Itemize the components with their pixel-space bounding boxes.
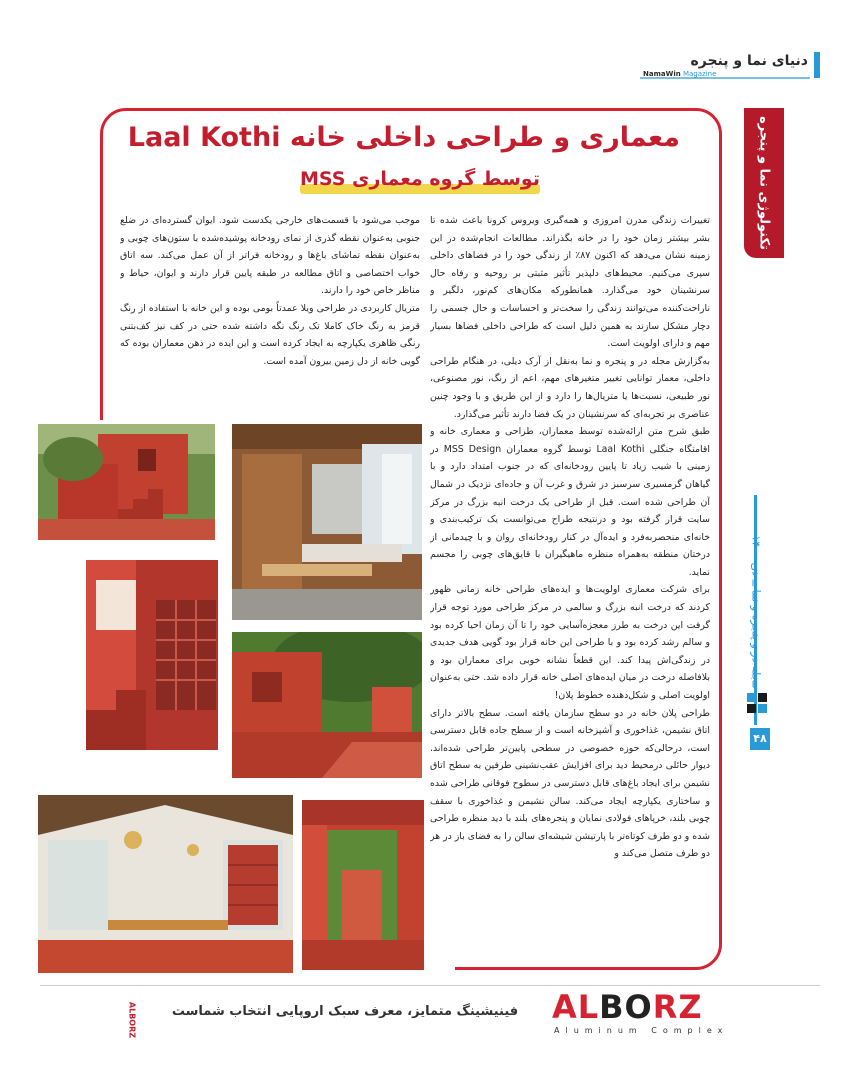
courtyard-doorway-photo [302, 800, 424, 970]
garden-terrace-photo [232, 632, 422, 778]
alborz-subtitle: Aluminum Complex [554, 1026, 729, 1035]
article-subtitle: توسط گروه معماری MSS [300, 168, 540, 190]
masthead-logo [640, 50, 820, 82]
paragraph: متریال کاربردی در طراحی ویلا عمدتاً بومی بوده و این خانه با استفاده از رنگ قرمز به رنگ خاک کاملا تک رنگ نگه داشته شده حتی در کف نیز کف‌بتنی رنگی ظاهری یکپارچه به ایجاد کرده است و این ایده در ذهن معماران بوده که گویی خانه از دل زمین بیرون آمده است. [120, 302, 420, 367]
exterior-stairs-photo [38, 424, 215, 540]
kitchen-photo [232, 424, 422, 620]
footer-side-brand: ALBORZ [127, 1001, 137, 1039]
magazine-mini-logo-icon [746, 690, 768, 716]
section-tab [744, 108, 784, 258]
paragraph: برای شرکت معماری اولویت‌ها و ایده‌های طراحی خانه زمانی ظهور کردند که درخت انبه بزرگ و سالمی در مرکز طراحی مورد توجه قرار گرفت این درخت به طرز معجزه‌آسایی خود را تا آن زمان احیا کرده بود و سالم رشد کرده بود و با طراحی این خانه قرار بود گویی هدف جدیدی در زندگی‌اش پیدا کند. این قطعاً نشانه خوبی برای معماران بود و بلافاصله درخت در میان ایده‌های اصلی خانه قرار داده شد. حتی به‌عنوان اولویت اصلی و شکل‌دهنده خطوط پلان! [430, 584, 710, 702]
page-side-text: مجله در و پنجره و نما ــ دی ۱۴۰۰ [749, 535, 763, 689]
article-column-left [120, 212, 420, 412]
footer-tagline: فینیشینگ متمایز، معرف سبک اروپایی انتخاب شماست [171, 1004, 519, 1019]
article-column-right [430, 212, 710, 964]
page-number: ۴۸ [750, 728, 770, 750]
paragraph: به‌گزارش مجله در و پنجره و نما به‌نقل از آرک دیلی، در هنگام طراحی داخلی، معمار توانایی تغییر متغیرهای مهم، اعم از رنگ، نور مصنوعی، نور طبیعی، نسبت‌ها یا متریال‌ها را دارد و از این طریق و با وجود چنین عناصری بر تجربه‌ای که سرنشینان در یک فضا دارند تأثیر می‌گذارد. [430, 355, 710, 420]
paragraph: طراحی پلان خانه در دو سطح سازمان یافته است. سطح بالاتر دارای اتاق نشیمن، غذاخوری و آشپزخانه است و از سطح جاده قابل دسترسی است، درحالی‌که حوزه خصوصی در سطحی پایین‌تر طراحی شده‌اند. دیوار حائلی درمحیط دید برای افزایش عقب‌نشینی طرفین به سطح اتاق نشیمن برای ایجاد باغ‌های قابل دسترسی در سطوح فوقانی طراحی شده و ساختاری یکپارچه ایجاد می‌کند. سالن نشیمن و غذاخوری با سقف چوبی بلند، خرپاهای فولادی نمایان و پنجره‌های بلند با دید منظره طراحی شده و دو طرف کوتاه‌تر با پارتیشن شیشه‌ای سالن را به فضای باز در هر دو طرف متصل می‌کند و [430, 707, 710, 860]
masthead-subtitle: NamaWin Magazine [643, 70, 717, 78]
living-dining-photo [38, 795, 293, 973]
masthead-title: دنیای نما و پنجره [690, 53, 808, 69]
masthead-accent [814, 52, 820, 78]
paragraph: موجب می‌شود با قسمت‌های خارجی یکدست شود. ایوان گسترده‌ای در ضلع جنوبی به‌عنوان نقطه گذری از نمای رودخانه پوشیده‌شده با ستون‌های چوبی و به‌عنوان نقطه تماشای باغ‌ها و رودخانه فراتر از آن عمل می‌کند. سه اتاق خواب اختصاصی و اتاق مطالعه در طبقه پایین قرار دارند و ایوان، حیاط و مناظر خاص خود را دارند. [120, 215, 420, 297]
article-title: معماری و طراحی داخلی خانه Laal Kothi [127, 122, 680, 153]
footer-divider [40, 985, 820, 986]
red-bookshelf-photo [86, 560, 218, 750]
section-tab-label: تکنولوژی نما و پنجره [756, 116, 772, 250]
alborz-wordmark: ALBORZ [552, 988, 703, 1026]
paragraph: طبق شرح متن ارائه‌شده توسط معماران، طراحی و معماری خانه و اقامتگاه جنگلی Laal Kothi توسط گروه معماران MSS Design در زمینی با شیب زیاد تا پایین رودخانه‌ای که در جنوب امتداد دارد و با گیاهان گرمسیری سرسبز در شرق و غرب آن و جاده‌ای نزدیک در شمال آن طراحی شده است. قبل از طراحی یک درخت انبه بزرگ در مرکز سایت قرار گرفته بود و درنتیجه طراح می‌توانست یک ترکیب‌بندی و خانه‌ای منحصربه‌فرد و ایده‌آل در کنار رودخانه‌ای روان و با چیدمانی از درختان منطقه به‌همراه منظره ماهیگیران با قایق‌های چوبی را مجسم نماید. [430, 426, 710, 578]
paragraph: تغییرات زندگی مدرن امروزی و همه‌گیری ویروس کرونا باعث شده تا بشر بیشتر زمان خود را در خانه بگذراند. مطالعات انجام‌شده در این زمینه نشان می‌دهد که اکنون ۸۷٪ از زندگی خود را در فضاهای داخلی سپری می‌کنیم. محیط‌های دلپذیر تأثیر مثبتی بر روحیه و رفاه حال سرنشینان خود می‌گذارد. همانطورکه مکان‌های کم‌نور، دلگیر و ناراحت‌کننده می‌توانند زندگی را سخت‌تر و احساسات و حال جسمی را دچار مشکل سازند به همین دلیل است که طراحی داخلی فضاها بسیار مهم و دارای اولویت است. [430, 215, 710, 350]
alborz-logo [552, 988, 732, 1040]
